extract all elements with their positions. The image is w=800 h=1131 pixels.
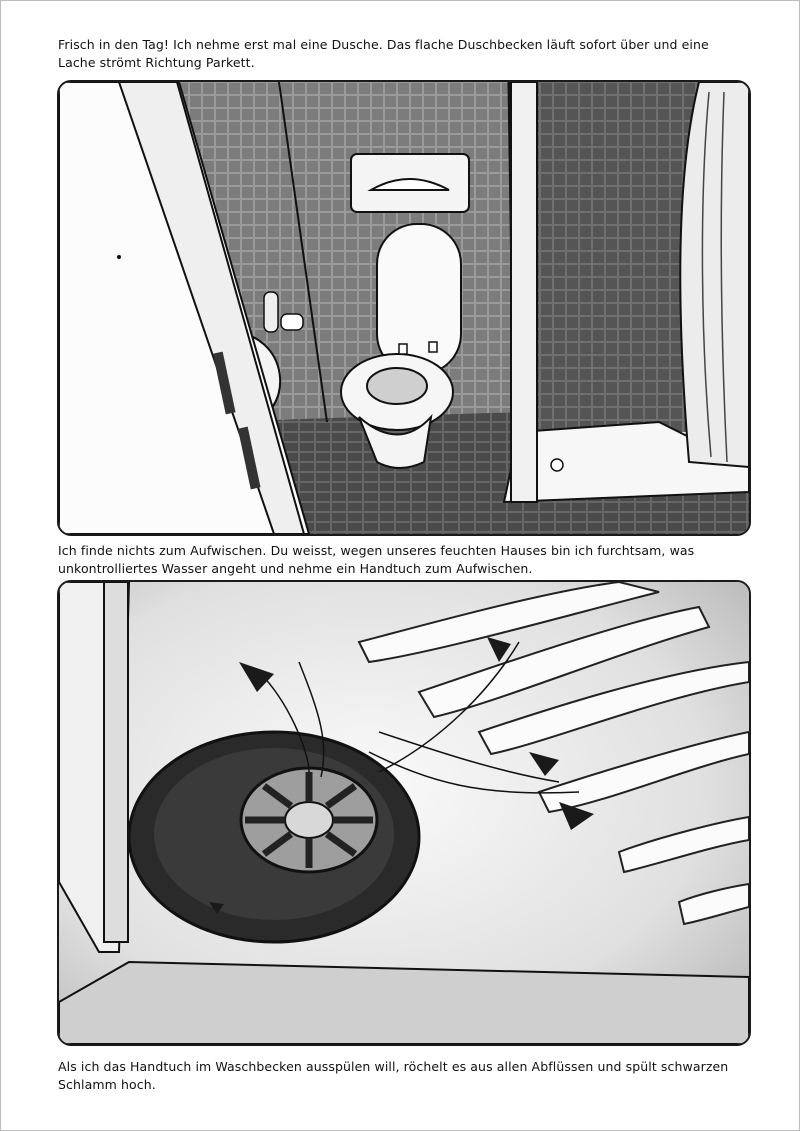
caption-bottom: Als ich das Handtuch im Waschbecken ausspülen will, röchelt es aus allen Abflüssen und spült schwarzen Schlamm hoch. bbox=[58, 1059, 729, 1092]
bathroom-illustration bbox=[59, 82, 749, 534]
caption-top: Frisch in den Tag! Ich nehme erst mal eine Dusche. Das flache Duschbecken läuft sofort über und eine Lache strömt Richtung Parkett. bbox=[58, 37, 709, 70]
caption-middle: Ich finde nichts zum Aufwischen. Du weisst, wegen unseres feuchten Hauses bin ich furchtsam, was unkontrolliertes Wasser angeht und nehme ein Handtuch zum Aufwischen. bbox=[58, 543, 695, 576]
panel-drain bbox=[57, 580, 751, 1046]
drain-illustration bbox=[59, 582, 749, 1044]
panel-bathroom bbox=[57, 80, 751, 536]
